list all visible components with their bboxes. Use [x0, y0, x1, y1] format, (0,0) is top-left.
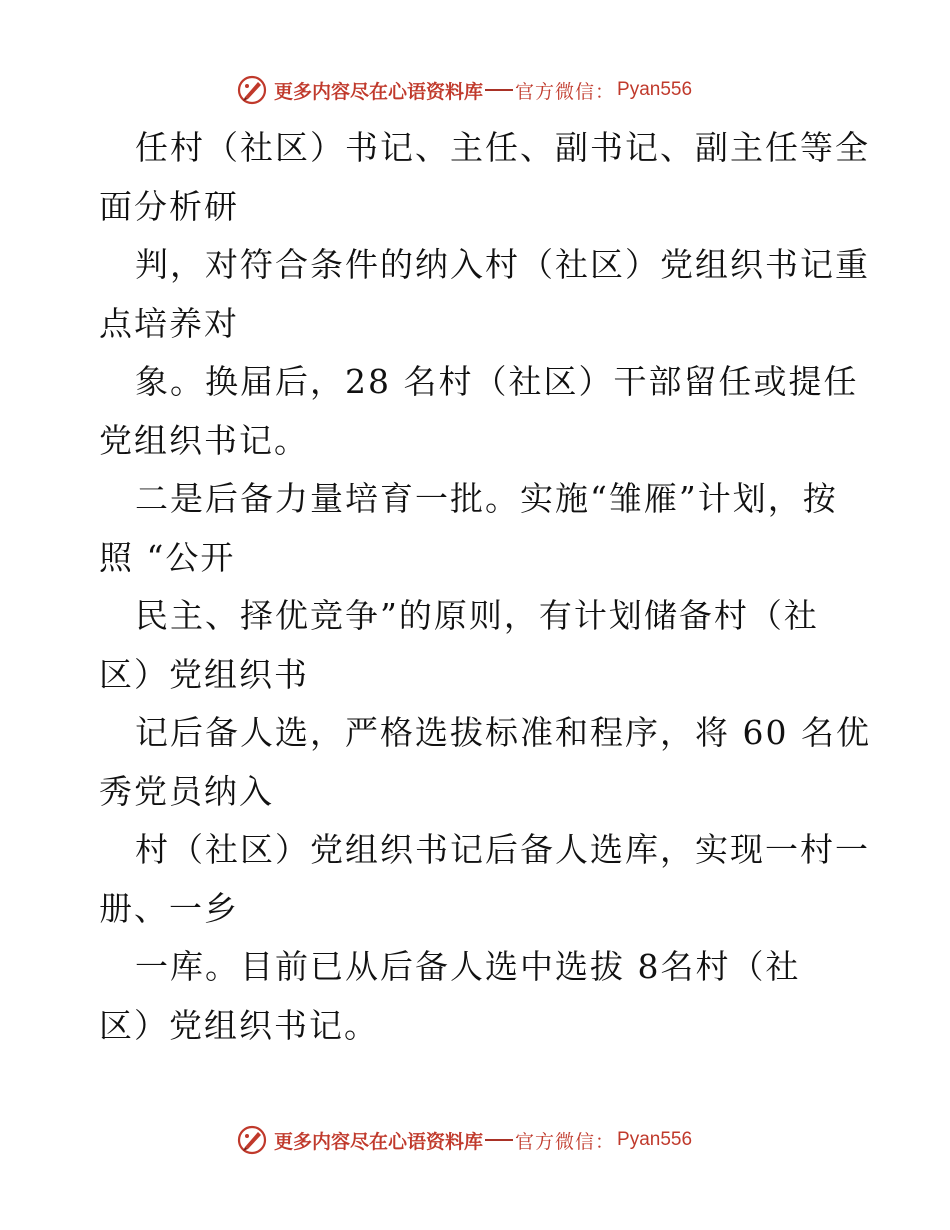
paragraph-line: 象。换届后，28 名村（社区）干部留任或提任 — [135, 362, 859, 401]
header-banner — [0, 70, 950, 110]
header-dash-divider — [485, 89, 513, 91]
paragraph-line: 判，对符合条件的纳入村（社区）党组织书记重 — [135, 245, 870, 284]
paragraph-line: 点培养对 — [99, 304, 239, 343]
paragraph-line: 任村（社区）书记、主任、副书记、副主任等全 — [135, 128, 870, 167]
paragraph-line: 面分析研 — [99, 187, 239, 226]
header-banner-content — [236, 74, 692, 106]
paragraph-line: 照 “公开 — [99, 538, 236, 577]
header-wechat-id: Pyan556 — [617, 79, 693, 100]
footer-banner-content — [236, 1124, 692, 1156]
footer-official-label: 官方微信： — [515, 1130, 616, 1153]
paragraph-line: 党组织书记。 — [99, 421, 309, 460]
footer-brand-text: 更多内容尽在心语资料库 — [274, 1130, 484, 1153]
paragraph-line: 二是后备力量培育一批。实施“雏雁”计划，按 — [135, 479, 838, 518]
paragraph-line: 记后备人选，严格选拔标准和程序，将 60 名优 — [135, 713, 871, 752]
quill-pen-seal-icon — [236, 1124, 268, 1156]
paragraph-line: 一库。目前已从后备人选中选拔 8名村（社 — [135, 947, 801, 986]
header-official-label: 官方微信： — [515, 80, 616, 103]
paragraph-line: 区）党组织书记。 — [99, 1006, 379, 1045]
paragraph-line: 村（社区）党组织书记后备人选库，实现一村一 — [135, 830, 870, 869]
footer-banner — [0, 1120, 950, 1160]
footer-dash-divider — [485, 1139, 513, 1141]
paragraph-line: 册、一乡 — [99, 889, 239, 928]
header-brand-text: 更多内容尽在心语资料库 — [274, 80, 484, 103]
paragraph-line: 区）党组织书 — [99, 655, 309, 694]
footer-wechat-id: Pyan556 — [617, 1129, 693, 1150]
paragraph-line: 民主、择优竞争”的原则，有计划储备村（社 — [135, 596, 819, 635]
quill-pen-seal-icon — [236, 74, 268, 106]
paragraph-line: 秀党员纳入 — [99, 772, 274, 811]
